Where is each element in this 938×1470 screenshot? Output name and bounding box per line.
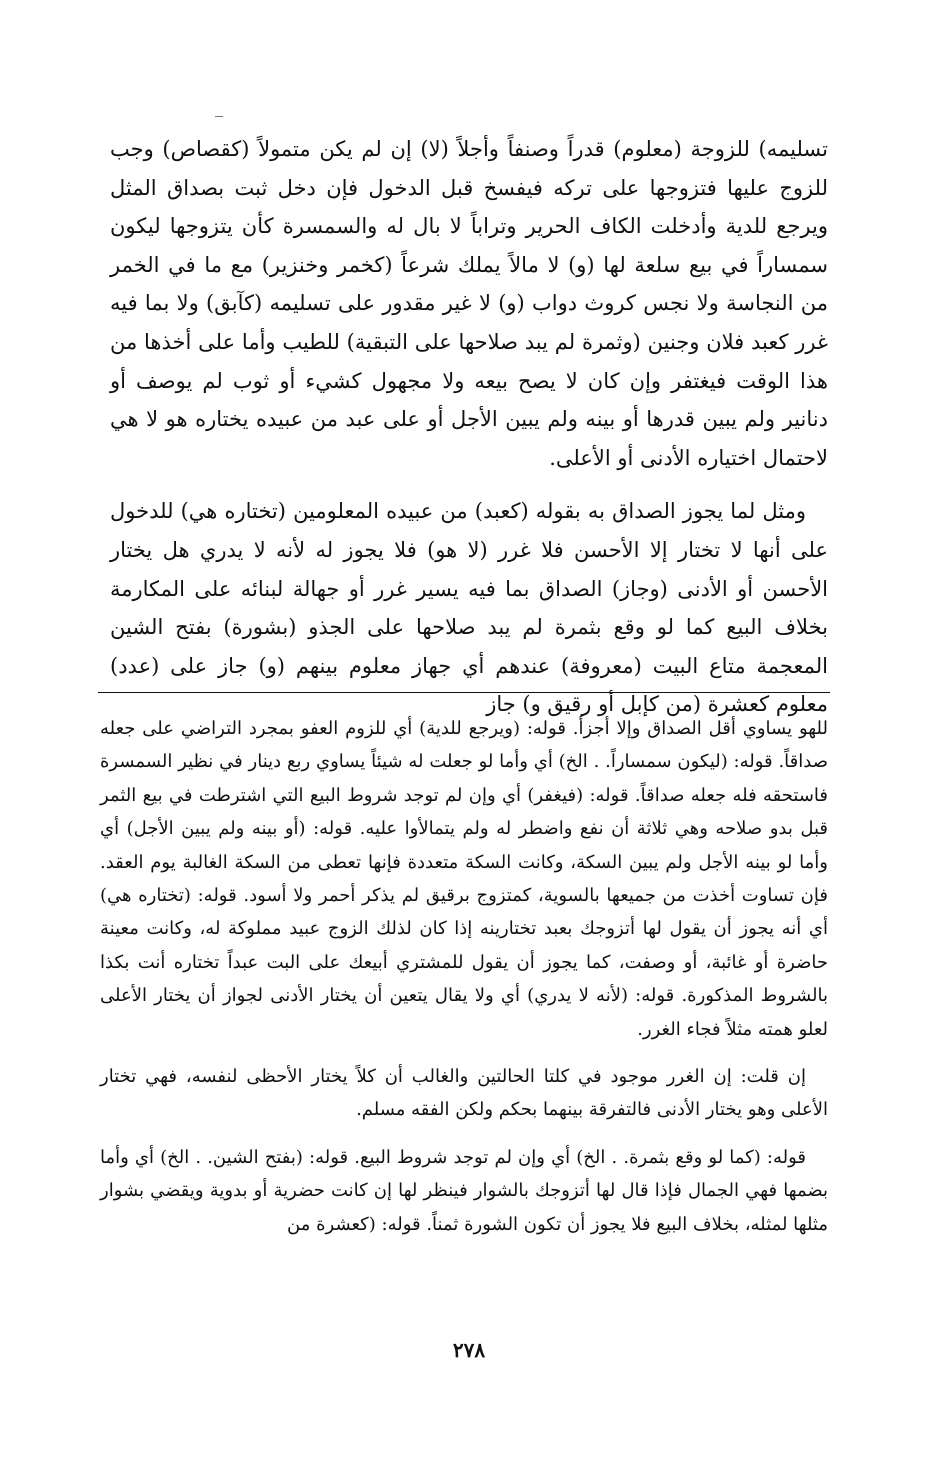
footnote-paragraph: قوله: (كما لو وقع بثمرة. . الخ) أي وإن لم توجد شروط البيع. قوله: (بفتح الشين. . الخ) أي وأما بضمها فهي الجمال فإذا قال لها أتزوجك بالشوار فينظر لها إن كانت حضرية أو بدوية ويقضي بشوار مثلها لمثله، بخلاف البيع فلا يجوز أن تكون الشورة ثمناً. قوله: (كعشرة من xyxy=(100,1146,828,1235)
page-number: ٢٧٨ xyxy=(452,1338,486,1362)
footnote-paragraph: إن قلت: إن الغرر موجود في كلتا الحالتين والغالب أن كلاً يختار الأحظى لنفسه، فهي تختار الأعلى وهو يختار الأدنى فالتفرقة بينهما بحكم ولكن الفقه مسلم. xyxy=(100,1066,828,1121)
main-paragraph: تسليمه) للزوجة (معلوم) قدراً وصنفاً وأجلاً (لا) إن لم يكن متمولاً (كقصاص) وجب للزوج عليها فتزوجها على تركه فيفسخ قبل الدخول فإن دخل ثبت بصداق المثل ويرجع للدية وأدخلت الكاف الحرير وتراباً لا بال له والسمسرة كأن يتزوجها ليكون سمساراً في بيع سلعة لها (و) لا مالاً يملك شرعاً (كخمر وخنزير) مع ما في الخمر من النجاسة ولا نجس كروث دواب (و) لا غير مقدور على تسليمه (كآبق) ولا بما فيه غرر كعبد فلان وجنين (وثمرة لم يبد صلاحها على التبقية) للطيب وأما على أخذها من هذا الوقت فيغتفر وإن كان لا يصح بيعه ولا مجهول كشيء أو ثوب لم يوصف أو دنانير ولم يبين قدرها أو بينه ولم يبين الأجل أو على عبد من عبيده يختاره هو لا هي لاحتمال اختياره الأدنى أو الأعلى. xyxy=(110,137,828,470)
footnotes xyxy=(100,712,828,1241)
footnote-paragraph: للهو يساوي أقل الصداق وإلا أجزأ. قوله: (ويرجع للدية) أي للزوم العفو بمجرد التراضي على جعله صداقاً. قوله: (ليكون سمساراً. . الخ) أي وأما لو جعلت له شيئاً يساوي ربع دينار في نظير السمسرة فاستحقه فله جعله صداقاً. قوله: (فيغفر) أي وإن لم توجد شروط البيع التي اشترطت في بيع الثمر قبل بدو صلاحه وهي ثلاثة أن نفع واضطر له ولم يتمالأوا عليه. قوله: (أو بينه ولم يبين الأجل) أي وأما لو بينه الأجل ولم يبين السكة، وكانت السكة متعددة فإنها تعطى من السكة الغالبة يوم العقد. فإن تساوت أخذت من جميعها بالسوية، كمتزوج برقيق لم يذكر أحمر ولا أسود. قوله: (تختاره هي) أي أنه يجوز أن يقول لها أتزوجك بعبد تختارينه إذا كان لذلك الزوج عبيد مملوكة له، وكانت معينة حاضرة أو غائبة، أو وصفت، كما يجوز أن يقول للمشتري أبيعك على البت عبداً تختاره أنت بكذا بالشروط المذكورة. قوله: (لأنه لا يدري) أي ولا يقال يتعين أن يختار الأدنى لجواز أن يختار الأعلى لعلو همته مثلاً فجاء الغرر. xyxy=(100,718,829,1040)
footnote-divider xyxy=(98,692,830,693)
main-text xyxy=(110,130,828,724)
main-paragraph: ومثل لما يجوز الصداق به بقوله (كعبد) من عبيده المعلومين (تختاره هي) للدخول على أنها لا تختار إلا الأحسن فلا غرر (لا هو) فلا يجوز له لأنه لا يدري هل يختار الأحسن أو الأدنى (وجاز) الصداق بما فيه يسير غرر أو جهالة لبنائه على المكارمة بخلاف البيع كما لو وقع بثمرة لم يبد صلاحها على الجذو (بشورة) بفتح الشين المعجمة متاع البيت (معروفة) عندهم أي جهاز معلوم بينهم (و) جاز على (عدد) معلوم كعشرة (من كإبل أو رقيق و) جاز xyxy=(110,499,828,717)
scan-artifact xyxy=(215,116,223,117)
